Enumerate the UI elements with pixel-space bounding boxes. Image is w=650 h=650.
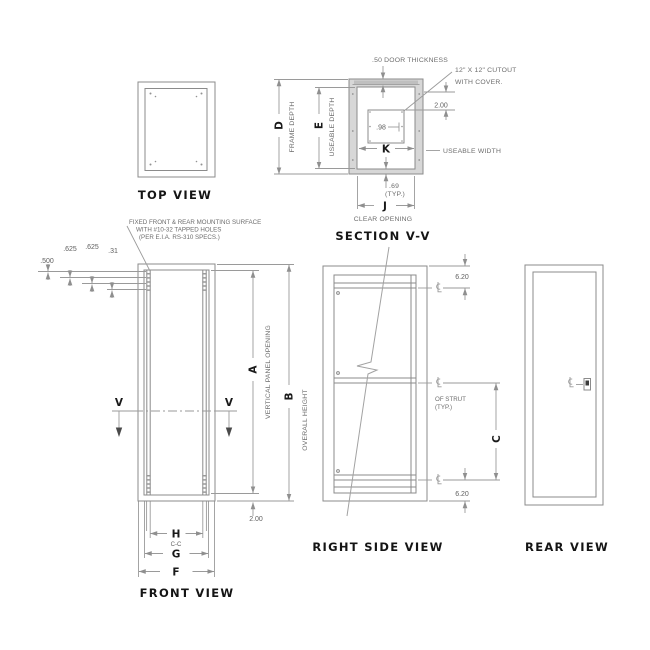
dim-69-typ-text: (TYP.): [385, 191, 405, 198]
top-view: [138, 82, 215, 202]
cutout-note-line1: 12" X 12" CUTOUT: [455, 67, 517, 74]
dim-h-sub: C-C: [170, 542, 182, 548]
dim-620-bottom: [429, 468, 470, 513]
rear-view-title: REAR VIEW: [525, 540, 609, 554]
dim-label-h: H: [171, 528, 181, 541]
clear-opening-text: CLEAR OPENING: [353, 216, 413, 223]
centerline-icon: [437, 377, 442, 387]
top-view-title: TOP VIEW: [137, 188, 213, 202]
front-view-title: FRONT VIEW: [139, 586, 235, 600]
centerline-icon: [569, 377, 574, 387]
section-arrow-left: [116, 428, 122, 438]
dim-label-j: J: [383, 200, 387, 213]
dim-625b-text: .625: [85, 244, 99, 251]
cutout-square: [368, 110, 404, 143]
mounting-note-line3: (PER E.I.A. RS-310 SPECS.): [139, 234, 220, 241]
front-dim-2-00-text: 2.00: [249, 516, 263, 523]
dim-label-e: E: [313, 121, 326, 130]
dim-b-desc: OVERALL HEIGHT: [302, 389, 309, 451]
dim-69-typ: [385, 157, 405, 198]
dim-c-strut-spacing: [491, 384, 503, 480]
section-arrow-right: [226, 428, 232, 438]
break-line: [347, 247, 389, 516]
dim-69-text: .69: [389, 183, 400, 190]
dim-2-00-text: 2.00: [434, 102, 448, 110]
strut-note-line2: (TYP.): [435, 404, 453, 411]
useable-width-text: USEABLE WIDTH: [443, 148, 502, 155]
cutout-note-line2: WITH COVER.: [455, 79, 503, 86]
centerline-icon: [437, 282, 442, 292]
latch-knob: [586, 381, 590, 386]
bottom-width-dims: [139, 502, 215, 579]
dim-b-overall-height: [217, 265, 309, 502]
strut-note-line1: OF STRUT: [435, 396, 466, 403]
door-panel: [354, 81, 418, 85]
section-cut-line: [112, 397, 237, 437]
dim-620-top: [429, 254, 470, 300]
front-view: [38, 219, 309, 600]
dim-label-k: K: [381, 143, 391, 156]
front-dim-2-00: [249, 503, 263, 524]
dim-620-top-text: 6.20: [455, 274, 469, 281]
mounting-note-line1: FIXED FRONT & REAR MOUNTING SURFACE: [129, 219, 262, 226]
dim-d-desc: FRAME DEPTH: [289, 101, 296, 153]
rear-latch: [569, 377, 591, 390]
mounting-note-line2: WITH #10-32 TAPPED HOLES: [136, 226, 222, 234]
dim-label-d: D: [273, 121, 286, 130]
dim-500-text: .500: [40, 258, 54, 265]
right-side-view-title: RIGHT SIDE VIEW: [312, 540, 444, 554]
section-marker-v-right: V: [224, 397, 234, 409]
dim-98: .98: [376, 124, 386, 132]
section-dim-2-00: [406, 82, 455, 120]
section-view: [274, 57, 517, 243]
strut-centerlines: [418, 282, 500, 484]
dim-d-frame-depth: [274, 80, 349, 175]
dim-e-desc: USEABLE DEPTH: [329, 97, 336, 157]
dim-label-f: F: [172, 566, 180, 579]
rail-offset-dims: [38, 244, 146, 298]
dim-label-a: A: [247, 365, 260, 374]
dim-k-useable-width: [359, 144, 501, 156]
dim-620-bot-text: 6.20: [455, 491, 469, 498]
dim-j-clear-opening: [354, 176, 415, 223]
door-thickness-text: .50 DOOR THICKNESS: [372, 57, 448, 64]
mounting-note: [127, 219, 261, 271]
dim-a-desc: VERTICAL PANEL OPENING: [265, 325, 272, 419]
dim-label-c: C: [491, 435, 503, 443]
right-side-view: [312, 247, 503, 554]
dim-a-panel-opening: [211, 271, 272, 494]
dim-625a-text: .625: [63, 246, 77, 253]
dim-label-b: B: [283, 392, 296, 401]
rear-view: [525, 265, 609, 554]
dim-label-g: G: [171, 548, 181, 561]
section-marker-v-left: V: [114, 397, 124, 409]
centerline-icon: [437, 474, 442, 484]
dim-31-text: .31: [108, 248, 118, 255]
section-view-title: SECTION V-V: [335, 229, 431, 243]
